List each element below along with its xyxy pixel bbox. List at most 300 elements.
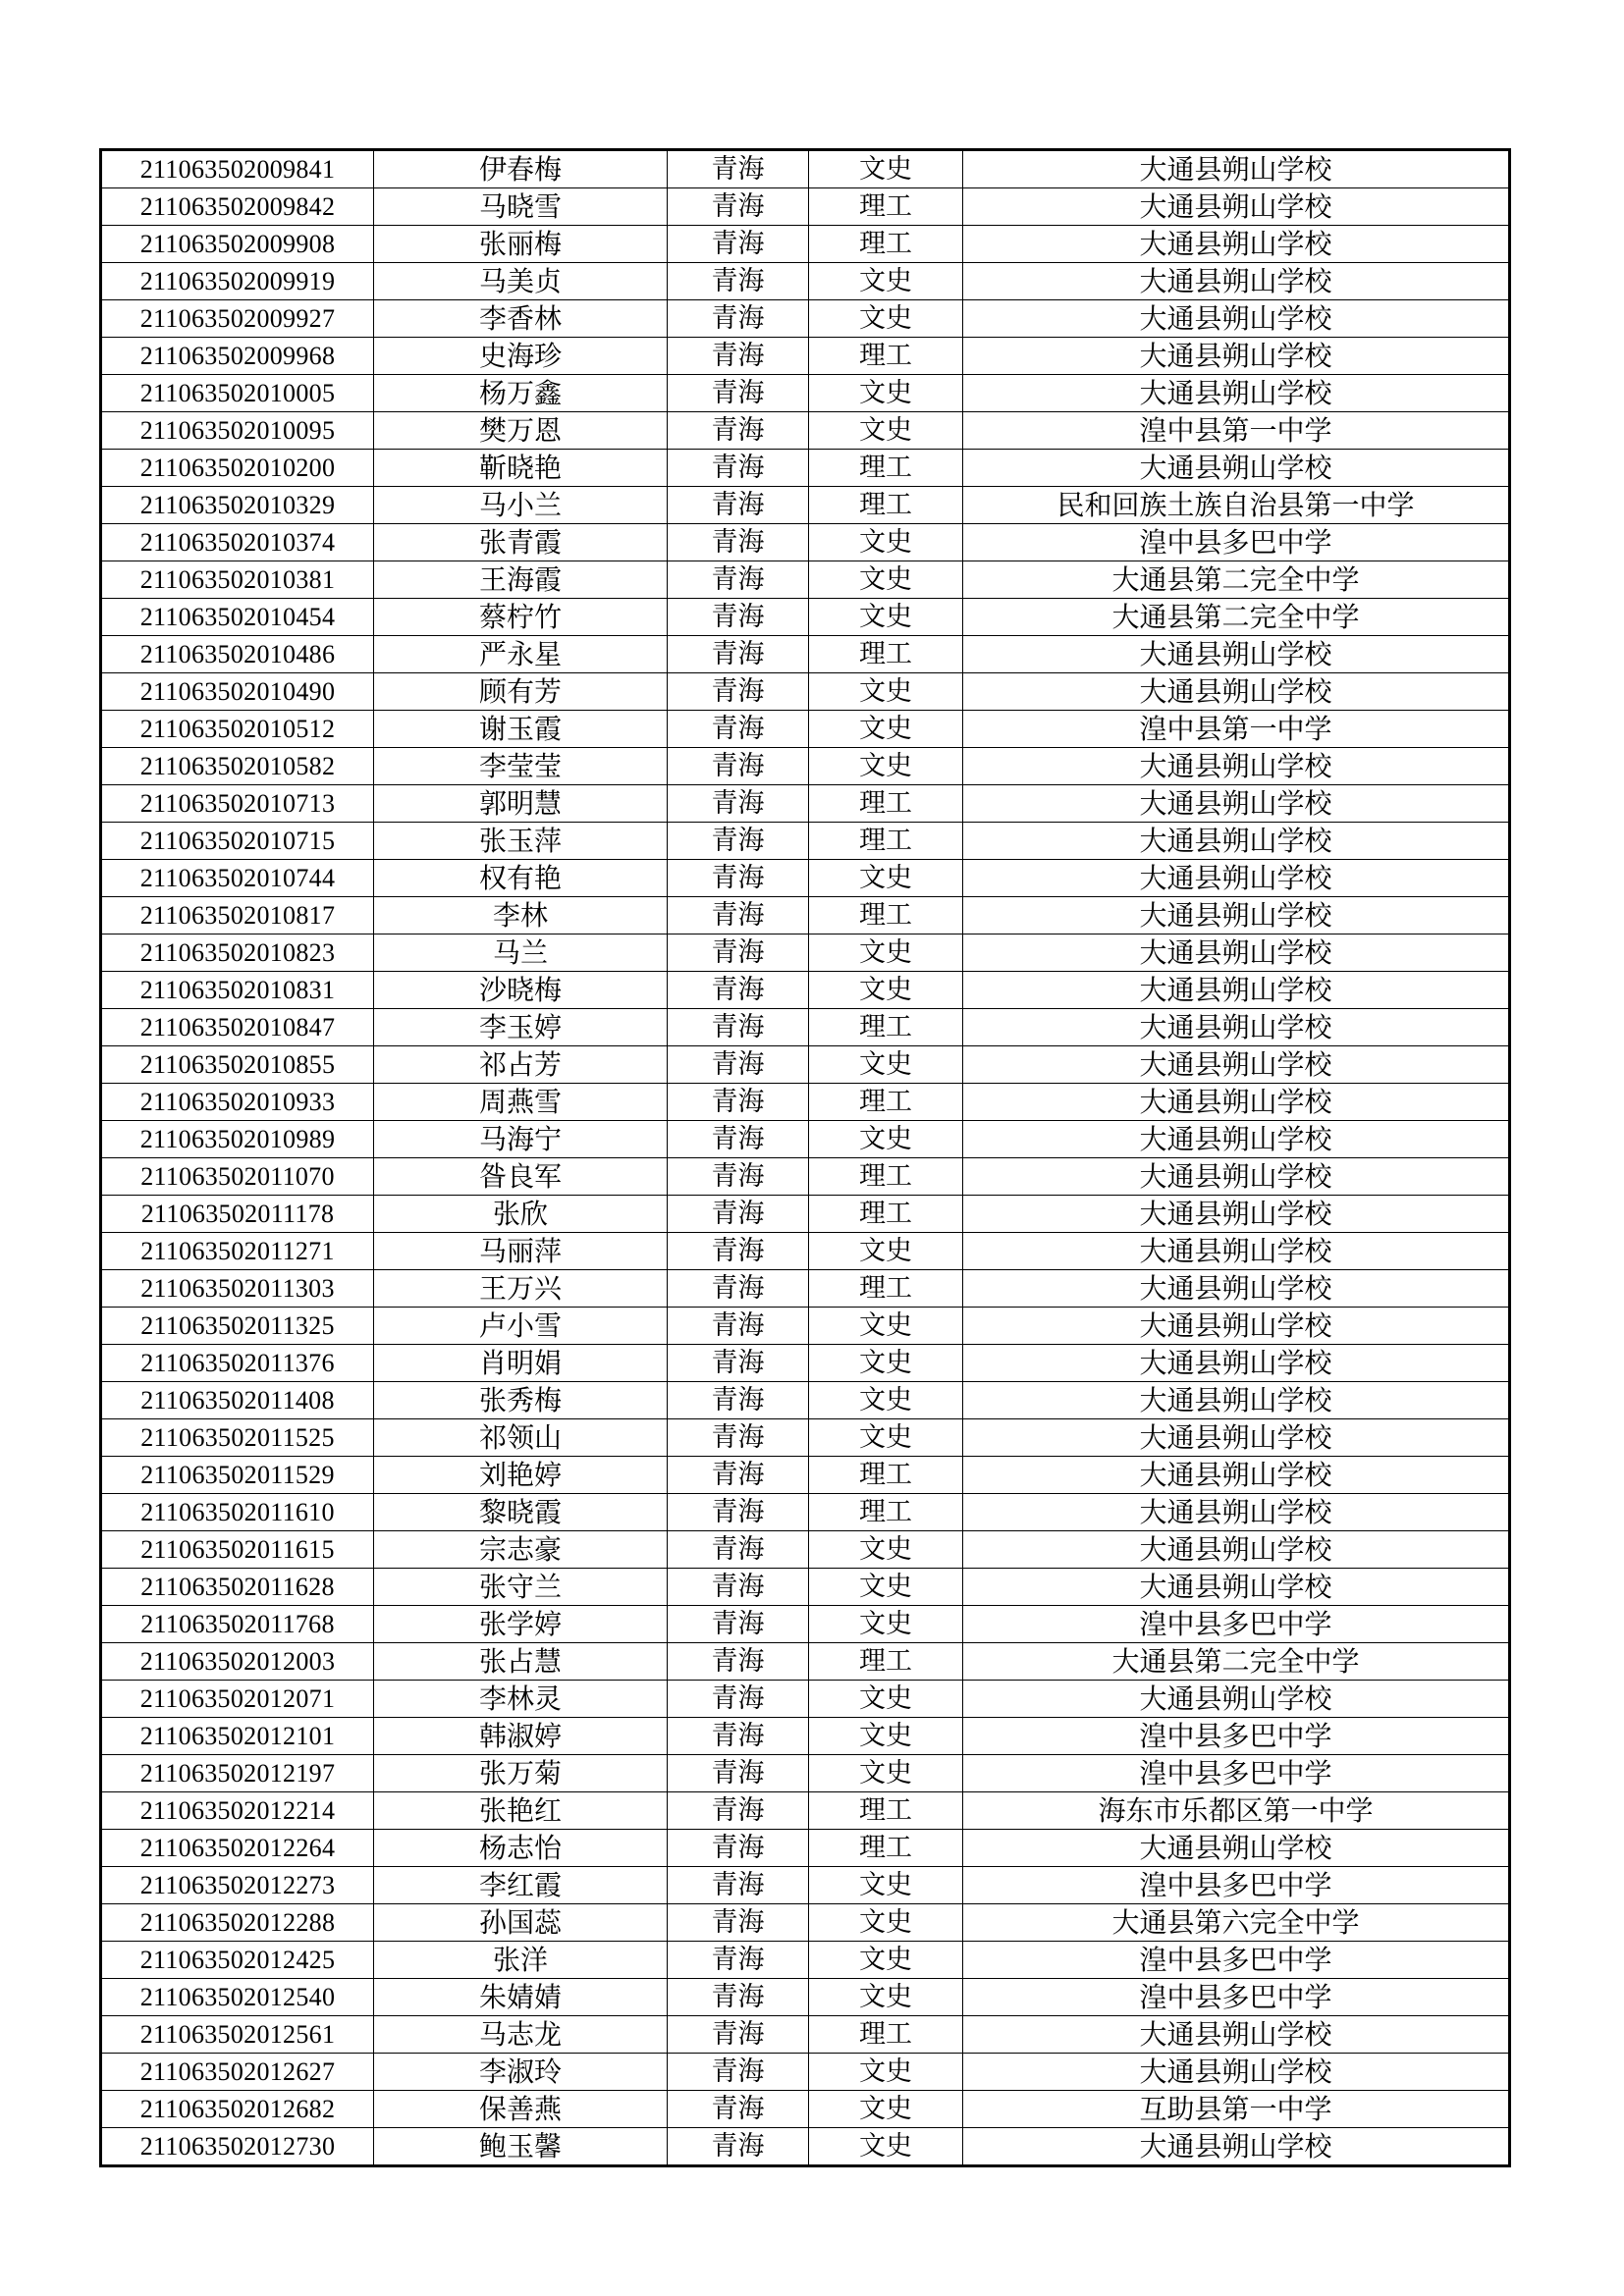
ticket-id-cell: 211063502009908 <box>101 226 374 263</box>
school-cell: 大通县朔山学校 <box>963 2128 1510 2166</box>
name-cell: 张玉萍 <box>374 823 668 860</box>
table-row <box>101 1979 1510 2016</box>
ticket-id-cell: 211063502010200 <box>101 450 374 487</box>
province-cell: 青海 <box>668 1419 809 1457</box>
ticket-id-cell: 211063502012730 <box>101 2128 374 2166</box>
table-row <box>101 1121 1510 1158</box>
name-cell: 李莹莹 <box>374 748 668 785</box>
ticket-id-cell: 211063502012003 <box>101 1643 374 1681</box>
name-cell: 马海宁 <box>374 1121 668 1158</box>
province-cell: 青海 <box>668 1457 809 1494</box>
name-cell: 李淑玲 <box>374 2054 668 2091</box>
school-cell: 大通县第二完全中学 <box>963 599 1510 636</box>
school-cell: 大通县朔山学校 <box>963 450 1510 487</box>
category-cell: 文史 <box>809 1867 963 1904</box>
category-cell: 文史 <box>809 524 963 561</box>
ticket-id-cell: 211063502009842 <box>101 188 374 226</box>
school-cell: 大通县朔山学校 <box>963 188 1510 226</box>
school-cell: 大通县朔山学校 <box>963 636 1510 673</box>
table-row <box>101 934 1510 972</box>
name-cell: 宗志豪 <box>374 1531 668 1569</box>
category-cell: 理工 <box>809 785 963 823</box>
table-row <box>101 1046 1510 1084</box>
ticket-id-cell: 211063502010744 <box>101 860 374 897</box>
ticket-id-cell: 211063502011178 <box>101 1196 374 1233</box>
category-cell: 理工 <box>809 1196 963 1233</box>
name-cell: 史海珍 <box>374 338 668 375</box>
name-cell: 肖明娟 <box>374 1345 668 1382</box>
name-cell: 张占慧 <box>374 1643 668 1681</box>
school-cell: 大通县朔山学校 <box>963 1494 1510 1531</box>
table-row <box>101 1830 1510 1867</box>
school-cell: 大通县朔山学校 <box>963 1419 1510 1457</box>
province-cell: 青海 <box>668 1308 809 1345</box>
name-cell: 顾有芳 <box>374 673 668 711</box>
category-cell: 理工 <box>809 226 963 263</box>
category-cell: 理工 <box>809 1009 963 1046</box>
table-row <box>101 897 1510 934</box>
ticket-id-cell: 211063502010512 <box>101 711 374 748</box>
category-cell: 文史 <box>809 934 963 972</box>
school-cell: 大通县朔山学校 <box>963 1121 1510 1158</box>
ticket-id-cell: 211063502010454 <box>101 599 374 636</box>
school-cell: 民和回族土族自治县第一中学 <box>963 487 1510 524</box>
table-row <box>101 1158 1510 1196</box>
table-row <box>101 785 1510 823</box>
roster-table <box>99 148 1511 2167</box>
category-cell: 理工 <box>809 1270 963 1308</box>
province-cell: 青海 <box>668 748 809 785</box>
province-cell: 青海 <box>668 1121 809 1158</box>
province-cell: 青海 <box>668 1681 809 1718</box>
province-cell: 青海 <box>668 487 809 524</box>
table-row <box>101 188 1510 226</box>
name-cell: 谢玉霞 <box>374 711 668 748</box>
ticket-id-cell: 211063502012214 <box>101 1792 374 1830</box>
table-row <box>101 487 1510 524</box>
category-cell: 文史 <box>809 2054 963 2091</box>
table-row <box>101 1382 1510 1419</box>
province-cell: 青海 <box>668 226 809 263</box>
name-cell: 马兰 <box>374 934 668 972</box>
province-cell: 青海 <box>668 599 809 636</box>
category-cell: 文史 <box>809 1606 963 1643</box>
category-cell: 文史 <box>809 1904 963 1942</box>
name-cell: 朱婧婧 <box>374 1979 668 2016</box>
ticket-id-cell: 211063502010933 <box>101 1084 374 1121</box>
school-cell: 湟中县多巴中学 <box>963 1606 1510 1643</box>
name-cell: 王万兴 <box>374 1270 668 1308</box>
category-cell: 文史 <box>809 748 963 785</box>
province-cell: 青海 <box>668 263 809 300</box>
province-cell: 青海 <box>668 636 809 673</box>
ticket-id-cell: 211063502012264 <box>101 1830 374 1867</box>
category-cell: 理工 <box>809 1457 963 1494</box>
ticket-id-cell: 211063502009927 <box>101 300 374 338</box>
category-cell: 理工 <box>809 2016 963 2054</box>
table-row <box>101 636 1510 673</box>
ticket-id-cell: 211063502010329 <box>101 487 374 524</box>
ticket-id-cell: 211063502011610 <box>101 1494 374 1531</box>
category-cell: 理工 <box>809 487 963 524</box>
table-row <box>101 1009 1510 1046</box>
name-cell: 张艳红 <box>374 1792 668 1830</box>
school-cell: 大通县朔山学校 <box>963 972 1510 1009</box>
category-cell: 理工 <box>809 1830 963 1867</box>
table-row <box>101 1606 1510 1643</box>
province-cell: 青海 <box>668 2016 809 2054</box>
name-cell: 马志龙 <box>374 2016 668 2054</box>
category-cell: 文史 <box>809 599 963 636</box>
table-row <box>101 1196 1510 1233</box>
category-cell: 文史 <box>809 375 963 412</box>
category-cell: 文史 <box>809 1531 963 1569</box>
province-cell: 青海 <box>668 711 809 748</box>
school-cell: 大通县第二完全中学 <box>963 1643 1510 1681</box>
province-cell: 青海 <box>668 1233 809 1270</box>
table-row <box>101 1643 1510 1681</box>
table-row <box>101 1494 1510 1531</box>
province-cell: 青海 <box>668 2054 809 2091</box>
ticket-id-cell: 211063502011271 <box>101 1233 374 1270</box>
table-row <box>101 1270 1510 1308</box>
province-cell: 青海 <box>668 1494 809 1531</box>
ticket-id-cell: 211063502010486 <box>101 636 374 673</box>
category-cell: 理工 <box>809 1643 963 1681</box>
school-cell: 大通县朔山学校 <box>963 1233 1510 1270</box>
table-row <box>101 450 1510 487</box>
school-cell: 湟中县多巴中学 <box>963 524 1510 561</box>
name-cell: 靳晓艳 <box>374 450 668 487</box>
table-row <box>101 2016 1510 2054</box>
name-cell: 郭明慧 <box>374 785 668 823</box>
province-cell: 青海 <box>668 1643 809 1681</box>
category-cell: 理工 <box>809 1084 963 1121</box>
school-cell: 湟中县多巴中学 <box>963 1979 1510 2016</box>
name-cell: 马晓雪 <box>374 188 668 226</box>
name-cell: 沙晓梅 <box>374 972 668 1009</box>
province-cell: 青海 <box>668 785 809 823</box>
category-cell: 理工 <box>809 450 963 487</box>
school-cell: 湟中县第一中学 <box>963 412 1510 450</box>
name-cell: 张青霞 <box>374 524 668 561</box>
category-cell: 文史 <box>809 1121 963 1158</box>
school-cell: 大通县朔山学校 <box>963 375 1510 412</box>
province-cell: 青海 <box>668 561 809 599</box>
name-cell: 伊春梅 <box>374 150 668 188</box>
table-row <box>101 412 1510 450</box>
category-cell: 文史 <box>809 1681 963 1718</box>
table-row <box>101 263 1510 300</box>
ticket-id-cell: 211063502012288 <box>101 1904 374 1942</box>
category-cell: 文史 <box>809 1382 963 1419</box>
school-cell: 大通县朔山学校 <box>963 1382 1510 1419</box>
name-cell: 马丽萍 <box>374 1233 668 1270</box>
table-row <box>101 972 1510 1009</box>
school-cell: 大通县朔山学校 <box>963 1270 1510 1308</box>
ticket-id-cell: 211063502011303 <box>101 1270 374 1308</box>
province-cell: 青海 <box>668 150 809 188</box>
province-cell: 青海 <box>668 1382 809 1419</box>
ticket-id-cell: 211063502011070 <box>101 1158 374 1196</box>
table-row <box>101 300 1510 338</box>
school-cell: 海东市乐都区第一中学 <box>963 1792 1510 1830</box>
ticket-id-cell: 211063502012561 <box>101 2016 374 2054</box>
table-row <box>101 748 1510 785</box>
category-cell: 理工 <box>809 338 963 375</box>
ticket-id-cell: 211063502009919 <box>101 263 374 300</box>
name-cell: 严永星 <box>374 636 668 673</box>
ticket-id-cell: 211063502012540 <box>101 1979 374 2016</box>
category-cell: 理工 <box>809 188 963 226</box>
table-row <box>101 1681 1510 1718</box>
category-cell: 文史 <box>809 673 963 711</box>
province-cell: 青海 <box>668 188 809 226</box>
ticket-id-cell: 211063502011525 <box>101 1419 374 1457</box>
school-cell: 大通县朔山学校 <box>963 785 1510 823</box>
category-cell: 理工 <box>809 1158 963 1196</box>
school-cell: 大通县朔山学校 <box>963 1196 1510 1233</box>
ticket-id-cell: 211063502011408 <box>101 1382 374 1419</box>
province-cell: 青海 <box>668 2091 809 2128</box>
table-row <box>101 1718 1510 1755</box>
table-row <box>101 1419 1510 1457</box>
category-cell: 文史 <box>809 1569 963 1606</box>
school-cell: 大通县朔山学校 <box>963 897 1510 934</box>
category-cell: 文史 <box>809 1718 963 1755</box>
province-cell: 青海 <box>668 1345 809 1382</box>
table-row <box>101 226 1510 263</box>
province-cell: 青海 <box>668 1755 809 1792</box>
school-cell: 大通县朔山学校 <box>963 860 1510 897</box>
school-cell: 大通县朔山学校 <box>963 1158 1510 1196</box>
province-cell: 青海 <box>668 1531 809 1569</box>
school-cell: 大通县朔山学校 <box>963 150 1510 188</box>
roster-body <box>101 150 1510 2166</box>
table-row <box>101 561 1510 599</box>
province-cell: 青海 <box>668 1606 809 1643</box>
school-cell: 大通县朔山学校 <box>963 2054 1510 2091</box>
table-row <box>101 711 1510 748</box>
province-cell: 青海 <box>668 1904 809 1942</box>
name-cell: 保善燕 <box>374 2091 668 2128</box>
school-cell: 湟中县多巴中学 <box>963 1718 1510 1755</box>
province-cell: 青海 <box>668 375 809 412</box>
table-row <box>101 2054 1510 2091</box>
category-cell: 理工 <box>809 1792 963 1830</box>
ticket-id-cell: 211063502009968 <box>101 338 374 375</box>
ticket-id-cell: 211063502010713 <box>101 785 374 823</box>
province-cell: 青海 <box>668 524 809 561</box>
ticket-id-cell: 211063502011628 <box>101 1569 374 1606</box>
category-cell: 文史 <box>809 1755 963 1792</box>
category-cell: 文史 <box>809 1942 963 1979</box>
ticket-id-cell: 211063502011768 <box>101 1606 374 1643</box>
name-cell: 马小兰 <box>374 487 668 524</box>
ticket-id-cell: 211063502012627 <box>101 2054 374 2091</box>
table-row <box>101 673 1510 711</box>
name-cell: 李林 <box>374 897 668 934</box>
province-cell: 青海 <box>668 1196 809 1233</box>
category-cell: 文史 <box>809 1419 963 1457</box>
category-cell: 文史 <box>809 150 963 188</box>
school-cell: 大通县朔山学校 <box>963 823 1510 860</box>
category-cell: 文史 <box>809 2091 963 2128</box>
category-cell: 文史 <box>809 2128 963 2166</box>
name-cell: 昝良军 <box>374 1158 668 1196</box>
category-cell: 文史 <box>809 972 963 1009</box>
ticket-id-cell: 211063502012101 <box>101 1718 374 1755</box>
ticket-id-cell: 211063502010989 <box>101 1121 374 1158</box>
category-cell: 文史 <box>809 1345 963 1382</box>
province-cell: 青海 <box>668 972 809 1009</box>
table-row <box>101 1942 1510 1979</box>
category-cell: 文史 <box>809 1233 963 1270</box>
category-cell: 理工 <box>809 636 963 673</box>
ticket-id-cell: 211063502010855 <box>101 1046 374 1084</box>
table-row <box>101 860 1510 897</box>
name-cell: 周燕雪 <box>374 1084 668 1121</box>
ticket-id-cell: 211063502012197 <box>101 1755 374 1792</box>
table-row <box>101 2091 1510 2128</box>
school-cell: 大通县朔山学校 <box>963 1308 1510 1345</box>
table-row <box>101 1569 1510 1606</box>
name-cell: 韩淑婷 <box>374 1718 668 1755</box>
name-cell: 祁占芳 <box>374 1046 668 1084</box>
category-cell: 理工 <box>809 1494 963 1531</box>
table-row <box>101 1531 1510 1569</box>
category-cell: 理工 <box>809 897 963 934</box>
category-cell: 文史 <box>809 412 963 450</box>
table-row <box>101 1345 1510 1382</box>
category-cell: 文史 <box>809 1046 963 1084</box>
school-cell: 湟中县多巴中学 <box>963 1867 1510 1904</box>
school-cell: 大通县第六完全中学 <box>963 1904 1510 1942</box>
name-cell: 卢小雪 <box>374 1308 668 1345</box>
province-cell: 青海 <box>668 1942 809 1979</box>
ticket-id-cell: 211063502012273 <box>101 1867 374 1904</box>
name-cell: 张洋 <box>374 1942 668 1979</box>
school-cell: 大通县朔山学校 <box>963 1046 1510 1084</box>
province-cell: 青海 <box>668 1158 809 1196</box>
school-cell: 湟中县第一中学 <box>963 711 1510 748</box>
category-cell: 理工 <box>809 823 963 860</box>
table-row <box>101 1792 1510 1830</box>
table-row <box>101 599 1510 636</box>
name-cell: 李玉婷 <box>374 1009 668 1046</box>
ticket-id-cell: 211063502011376 <box>101 1345 374 1382</box>
name-cell: 李林灵 <box>374 1681 668 1718</box>
ticket-id-cell: 211063502010005 <box>101 375 374 412</box>
school-cell: 湟中县多巴中学 <box>963 1755 1510 1792</box>
school-cell: 大通县朔山学校 <box>963 1457 1510 1494</box>
name-cell: 李香林 <box>374 300 668 338</box>
ticket-id-cell: 211063502011325 <box>101 1308 374 1345</box>
name-cell: 祁领山 <box>374 1419 668 1457</box>
ticket-id-cell: 211063502010582 <box>101 748 374 785</box>
table-row <box>101 1308 1510 1345</box>
name-cell: 孙国蕊 <box>374 1904 668 1942</box>
school-cell: 大通县朔山学校 <box>963 1681 1510 1718</box>
ticket-id-cell: 211063502012071 <box>101 1681 374 1718</box>
ticket-id-cell: 211063502010381 <box>101 561 374 599</box>
school-cell: 大通县朔山学校 <box>963 1830 1510 1867</box>
category-cell: 文史 <box>809 263 963 300</box>
table-row <box>101 1084 1510 1121</box>
table-row <box>101 150 1510 188</box>
name-cell: 杨志怡 <box>374 1830 668 1867</box>
ticket-id-cell: 211063502009841 <box>101 150 374 188</box>
name-cell: 樊万恩 <box>374 412 668 450</box>
province-cell: 青海 <box>668 1979 809 2016</box>
province-cell: 青海 <box>668 1046 809 1084</box>
province-cell: 青海 <box>668 338 809 375</box>
ticket-id-cell: 211063502010831 <box>101 972 374 1009</box>
category-cell: 文史 <box>809 860 963 897</box>
table-row <box>101 1755 1510 1792</box>
province-cell: 青海 <box>668 823 809 860</box>
name-cell: 张学婷 <box>374 1606 668 1643</box>
school-cell: 大通县朔山学校 <box>963 263 1510 300</box>
table-row <box>101 1904 1510 1942</box>
province-cell: 青海 <box>668 897 809 934</box>
ticket-id-cell: 211063502010715 <box>101 823 374 860</box>
ticket-id-cell: 211063502010823 <box>101 934 374 972</box>
table-row <box>101 1867 1510 1904</box>
ticket-id-cell: 211063502011529 <box>101 1457 374 1494</box>
ticket-id-cell: 211063502012425 <box>101 1942 374 1979</box>
ticket-id-cell: 211063502010847 <box>101 1009 374 1046</box>
table-row <box>101 524 1510 561</box>
table-row <box>101 375 1510 412</box>
province-cell: 青海 <box>668 450 809 487</box>
province-cell: 青海 <box>668 860 809 897</box>
name-cell: 李红霞 <box>374 1867 668 1904</box>
school-cell: 互助县第一中学 <box>963 2091 1510 2128</box>
name-cell: 鲍玉馨 <box>374 2128 668 2166</box>
school-cell: 大通县朔山学校 <box>963 1084 1510 1121</box>
name-cell: 刘艳婷 <box>374 1457 668 1494</box>
name-cell: 张守兰 <box>374 1569 668 1606</box>
category-cell: 文史 <box>809 1979 963 2016</box>
table-row <box>101 823 1510 860</box>
ticket-id-cell: 211063502010374 <box>101 524 374 561</box>
ticket-id-cell: 211063502010817 <box>101 897 374 934</box>
school-cell: 大通县朔山学校 <box>963 300 1510 338</box>
school-cell: 大通县朔山学校 <box>963 1569 1510 1606</box>
category-cell: 文史 <box>809 561 963 599</box>
school-cell: 大通县朔山学校 <box>963 226 1510 263</box>
name-cell: 权有艳 <box>374 860 668 897</box>
school-cell: 大通县朔山学校 <box>963 1345 1510 1382</box>
province-cell: 青海 <box>668 673 809 711</box>
school-cell: 大通县朔山学校 <box>963 934 1510 972</box>
province-cell: 青海 <box>668 1569 809 1606</box>
school-cell: 大通县第二完全中学 <box>963 561 1510 599</box>
name-cell: 蔡柠竹 <box>374 599 668 636</box>
province-cell: 青海 <box>668 1792 809 1830</box>
province-cell: 青海 <box>668 300 809 338</box>
ticket-id-cell: 211063502011615 <box>101 1531 374 1569</box>
province-cell: 青海 <box>668 1270 809 1308</box>
name-cell: 张欣 <box>374 1196 668 1233</box>
school-cell: 大通县朔山学校 <box>963 2016 1510 2054</box>
province-cell: 青海 <box>668 1867 809 1904</box>
category-cell: 文史 <box>809 711 963 748</box>
table-row <box>101 2128 1510 2166</box>
ticket-id-cell: 211063502012682 <box>101 2091 374 2128</box>
school-cell: 大通县朔山学校 <box>963 673 1510 711</box>
